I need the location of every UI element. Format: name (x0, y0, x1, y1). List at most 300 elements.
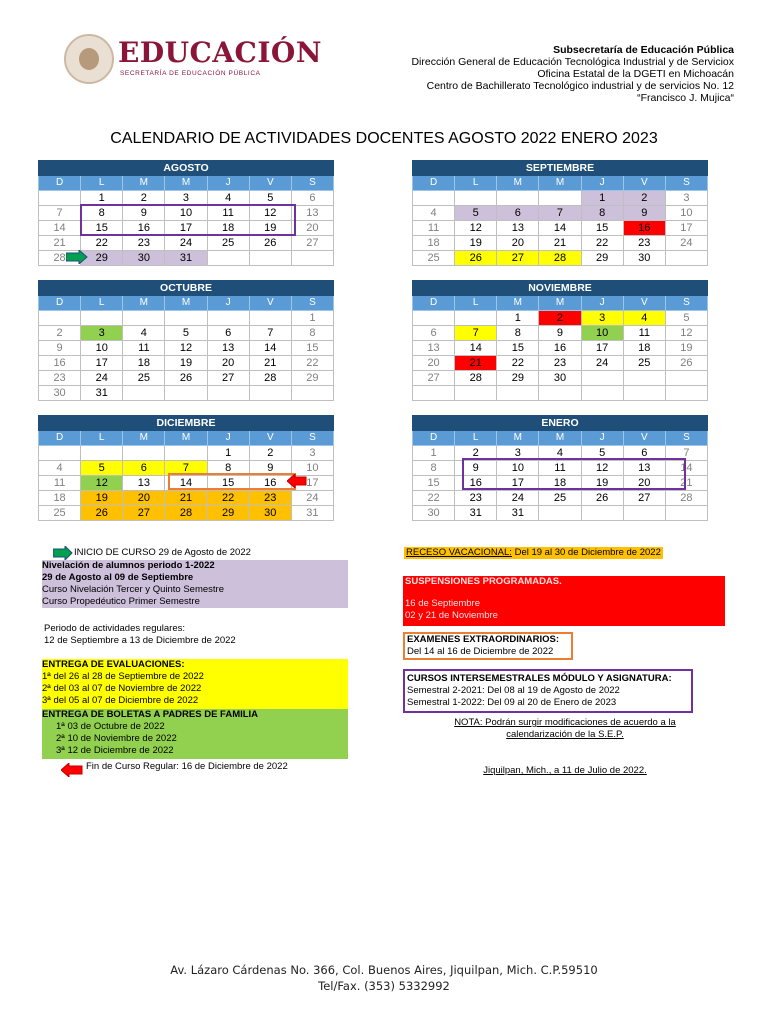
intersemestrales-line-1: Semestral 2-2021: Del 08 al 19 de Agosto de 2022 (407, 685, 620, 696)
weekday-header: J (207, 176, 249, 191)
day-cell: 24 (165, 236, 207, 251)
day-cell: 19 (249, 221, 291, 236)
day-cell: 19 (581, 476, 623, 491)
day-cell: 8 (413, 461, 455, 476)
day-cell: 1 (581, 191, 623, 206)
day-cell: 5 (581, 446, 623, 461)
weekday-header: D (39, 431, 81, 446)
evaluaciones-title: ENTREGA DE EVALUACIONES: (42, 659, 185, 670)
calendar-septiembre (412, 160, 708, 266)
day-cell (165, 446, 207, 461)
day-cell: 27 (497, 251, 539, 266)
weekday-header: M (497, 296, 539, 311)
day-cell: 31 (81, 386, 123, 401)
day-cell (581, 371, 623, 386)
weekday-header: L (455, 431, 497, 446)
day-cell: 21 (249, 356, 291, 371)
day-cell: 22 (413, 491, 455, 506)
day-cell: 14 (665, 461, 707, 476)
receso-dates: Del 19 al 30 de Diciembre de 2022 (511, 547, 661, 558)
day-cell: 28 (39, 251, 81, 266)
day-cell (665, 371, 707, 386)
nota-line-2: calendarización de la S.E.P. (506, 729, 624, 740)
legend-fecha: Jiquilpan, Mich., a 11 de Julio de 2022. (483, 765, 647, 776)
day-cell (123, 311, 165, 326)
start-arrow-icon (66, 250, 88, 264)
periodo-line-1: Periodo de actividades regulares: (44, 623, 186, 634)
extraordinarios-title: EXAMENES EXTRAORDINARIOS: (407, 634, 560, 645)
day-cell: 26 (81, 506, 123, 521)
day-cell: 16 (455, 476, 497, 491)
weekday-header: M (497, 431, 539, 446)
day-cell: 25 (39, 506, 81, 521)
day-cell: 8 (81, 206, 123, 221)
legend-nivelacion (42, 560, 348, 608)
weekday-header: J (207, 296, 249, 311)
day-cell: 19 (81, 491, 123, 506)
day-cell: 5 (165, 326, 207, 341)
day-cell (581, 386, 623, 401)
day-cell: 29 (291, 371, 333, 386)
day-cell: 20 (413, 356, 455, 371)
day-cell: 18 (207, 221, 249, 236)
day-cell: 23 (249, 491, 291, 506)
month-name: DICIEMBRE (39, 416, 334, 431)
day-cell: 14 (249, 341, 291, 356)
nivelacion-line-1: Nivelación de alumnos periodo 1-2022 (42, 560, 215, 571)
day-cell: 24 (665, 236, 707, 251)
day-cell: 9 (455, 461, 497, 476)
day-cell: 3 (581, 311, 623, 326)
day-cell (249, 251, 291, 266)
day-cell: 7 (455, 326, 497, 341)
day-cell (665, 386, 707, 401)
day-cell: 2 (623, 191, 665, 206)
extraordinarios-line-1: Del 14 al 16 de Diciembre de 2022 (407, 646, 554, 657)
day-cell (413, 386, 455, 401)
day-cell: 24 (291, 491, 333, 506)
logo-word: EDUCACIÓN (118, 36, 322, 69)
boletas-line-2: 2ª 10 de Noviembre de 2022 (56, 733, 177, 744)
day-cell: 8 (291, 326, 333, 341)
day-cell (455, 386, 497, 401)
day-cell: 31 (455, 506, 497, 521)
day-cell (581, 506, 623, 521)
day-cell: 21 (165, 491, 207, 506)
weekday-header: M (165, 431, 207, 446)
day-cell: 13 (207, 341, 249, 356)
day-cell: 25 (123, 371, 165, 386)
day-cell: 13 (291, 206, 333, 221)
day-cell: 18 (39, 491, 81, 506)
day-cell: 26 (581, 491, 623, 506)
receso-label: RECESO VACACIONAL: (406, 547, 512, 558)
day-cell: 27 (207, 371, 249, 386)
day-cell: 27 (413, 371, 455, 386)
evaluaciones-line-1: 1ª del 26 al 28 de Septiembre de 2022 (42, 671, 204, 682)
day-cell: 30 (539, 371, 581, 386)
day-cell: 27 (123, 506, 165, 521)
boletas-title: ENTREGA DE BOLETAS A PADRES DE FAMILIA (42, 709, 259, 720)
month-name: SEPTIEMBRE (413, 161, 708, 176)
day-cell: 3 (497, 446, 539, 461)
weekday-header: L (81, 431, 123, 446)
day-cell: 18 (623, 341, 665, 356)
day-cell: 11 (539, 461, 581, 476)
day-cell: 25 (623, 356, 665, 371)
day-cell: 13 (123, 476, 165, 491)
day-cell: 7 (249, 326, 291, 341)
weekday-header: M (165, 176, 207, 191)
day-cell: 16 (123, 221, 165, 236)
day-cell (291, 251, 333, 266)
day-cell: 11 (207, 206, 249, 221)
day-cell: 31 (291, 506, 333, 521)
legend-boletas (42, 709, 348, 759)
end-arrow-icon (287, 474, 307, 488)
day-cell: 11 (413, 221, 455, 236)
day-cell: 6 (623, 446, 665, 461)
day-cell: 11 (123, 341, 165, 356)
day-cell: 14 (455, 341, 497, 356)
day-cell (539, 191, 581, 206)
nota-line-1: NOTA: Podrán surgir modificaciones de acuerdo a la (454, 717, 676, 728)
legend-nota (404, 717, 726, 741)
day-cell: 20 (291, 221, 333, 236)
day-cell: 17 (581, 341, 623, 356)
weekday-header: S (665, 176, 707, 191)
day-cell (623, 371, 665, 386)
legend-fin: Fin de Curso Regular: 16 de Diciembre de 2022 (86, 761, 288, 772)
day-cell: 22 (291, 356, 333, 371)
day-cell (165, 386, 207, 401)
day-cell: 7 (539, 206, 581, 221)
day-cell: 1 (207, 446, 249, 461)
weekday-header: V (249, 176, 291, 191)
day-cell (623, 386, 665, 401)
day-cell: 8 (207, 461, 249, 476)
day-cell: 4 (207, 191, 249, 206)
day-cell (455, 191, 497, 206)
day-cell: 9 (39, 341, 81, 356)
day-cell: 3 (665, 191, 707, 206)
weekday-header: M (497, 176, 539, 191)
day-cell: 22 (207, 491, 249, 506)
day-cell: 28 (539, 251, 581, 266)
weekday-header: J (207, 431, 249, 446)
day-cell: 15 (291, 341, 333, 356)
day-cell: 21 (539, 236, 581, 251)
day-cell: 5 (455, 206, 497, 221)
day-cell: 22 (581, 236, 623, 251)
day-cell: 2 (123, 191, 165, 206)
weekday-header: L (455, 176, 497, 191)
footer-phone: Tel/Fax. (353) 5332992 (318, 979, 450, 993)
header-line-2: Dirección General de Educación Tecnológica Industrial y de Serviciox (411, 56, 734, 68)
day-cell (413, 191, 455, 206)
weekday-header: V (623, 431, 665, 446)
day-cell: 26 (455, 251, 497, 266)
day-cell: 15 (497, 341, 539, 356)
day-cell: 21 (665, 476, 707, 491)
weekday-header: M (123, 176, 165, 191)
day-cell (207, 251, 249, 266)
day-cell: 6 (207, 326, 249, 341)
nivelacion-line-2: 29 de Agosto al 09 de Septiembre (42, 572, 194, 583)
day-cell (497, 191, 539, 206)
calendar-noviembre (412, 280, 708, 401)
day-cell: 11 (623, 326, 665, 341)
day-cell: 24 (581, 356, 623, 371)
day-cell (665, 251, 707, 266)
weekday-header: M (539, 431, 581, 446)
nivelacion-line-3: Curso Nivelación Tercer y Quinto Semestre (42, 584, 224, 595)
weekday-header: M (123, 431, 165, 446)
day-cell: 26 (665, 356, 707, 371)
day-cell (81, 311, 123, 326)
day-cell: 29 (81, 251, 123, 266)
boletas-line-1: 1ª 03 de Octubre de 2022 (56, 721, 165, 732)
day-cell: 16 (39, 356, 81, 371)
day-cell: 23 (455, 491, 497, 506)
day-cell: 26 (249, 236, 291, 251)
weekday-header: V (623, 176, 665, 191)
evaluaciones-line-2: 2ª del 03 al 07 de Noviembre de 2022 (42, 683, 202, 694)
day-cell: 27 (623, 491, 665, 506)
day-cell: 11 (39, 476, 81, 491)
day-cell: 9 (123, 206, 165, 221)
month-name: ENERO (413, 416, 708, 431)
legend-evaluaciones (42, 659, 348, 709)
day-cell: 2 (249, 446, 291, 461)
day-cell: 21 (39, 236, 81, 251)
day-cell: 10 (291, 461, 333, 476)
day-cell: 1 (81, 191, 123, 206)
weekday-header: V (249, 296, 291, 311)
day-cell: 15 (581, 221, 623, 236)
day-cell: 13 (623, 461, 665, 476)
day-cell: 10 (581, 326, 623, 341)
day-cell: 29 (497, 371, 539, 386)
page-title: CALENDARIO DE ACTIVIDADES DOCENTES AGOSTO 2022 ENERO 2023 (110, 130, 658, 147)
day-cell: 31 (497, 506, 539, 521)
weekday-header: J (581, 176, 623, 191)
day-cell: 25 (207, 236, 249, 251)
day-cell (123, 446, 165, 461)
day-cell: 23 (39, 371, 81, 386)
day-cell: 12 (455, 221, 497, 236)
weekday-header: S (291, 296, 333, 311)
day-cell: 24 (81, 371, 123, 386)
day-cell: 1 (291, 311, 333, 326)
weekday-header: S (665, 431, 707, 446)
weekday-header: S (665, 296, 707, 311)
day-cell: 14 (539, 221, 581, 236)
weekday-header: M (539, 296, 581, 311)
legend-start: INICIO DE CURSO 29 de Agosto de 2022 (74, 547, 251, 558)
day-cell: 13 (497, 221, 539, 236)
day-cell: 20 (123, 491, 165, 506)
day-cell: 22 (81, 236, 123, 251)
day-cell: 30 (623, 251, 665, 266)
day-cell: 2 (539, 311, 581, 326)
weekday-header: M (539, 176, 581, 191)
day-cell: 16 (539, 341, 581, 356)
day-cell (207, 311, 249, 326)
footer-address: Av. Lázaro Cárdenas No. 366, Col. Buenos Aires, Jiquilpan, Mich. C.P.59510 (170, 963, 598, 977)
day-cell: 16 (623, 221, 665, 236)
day-cell: 10 (81, 341, 123, 356)
day-cell: 9 (539, 326, 581, 341)
weekday-header: L (455, 296, 497, 311)
day-cell: 20 (497, 236, 539, 251)
month-name: OCTUBRE (39, 281, 334, 296)
day-cell: 7 (165, 461, 207, 476)
day-cell: 3 (81, 326, 123, 341)
day-cell: 7 (39, 206, 81, 221)
day-cell: 1 (497, 311, 539, 326)
day-cell: 16 (249, 476, 291, 491)
day-cell: 17 (81, 356, 123, 371)
day-cell: 5 (81, 461, 123, 476)
day-cell: 23 (123, 236, 165, 251)
weekday-header: S (291, 431, 333, 446)
day-cell (39, 311, 81, 326)
day-cell: 23 (623, 236, 665, 251)
header-line-3: Oficina Estatal de la DGETI en Michoacán (537, 68, 734, 80)
day-cell: 18 (413, 236, 455, 251)
day-cell: 27 (291, 236, 333, 251)
day-cell: 17 (165, 221, 207, 236)
day-cell (539, 506, 581, 521)
day-cell: 15 (207, 476, 249, 491)
suspensiones-line-1: 16 de Septiembre (405, 598, 480, 609)
boletas-line-3: 3ª 12 de Diciembre de 2022 (56, 745, 174, 756)
weekday-header: S (291, 176, 333, 191)
day-cell: 12 (665, 326, 707, 341)
intersemestral-box-august (80, 204, 296, 236)
day-cell: 17 (497, 476, 539, 491)
day-cell: 30 (249, 506, 291, 521)
weekday-header: L (81, 176, 123, 191)
seal-icon (64, 34, 114, 84)
day-cell: 9 (623, 206, 665, 221)
day-cell: 30 (123, 251, 165, 266)
day-cell: 26 (165, 371, 207, 386)
day-cell: 2 (455, 446, 497, 461)
calendar-octubre (38, 280, 334, 401)
day-cell: 28 (165, 506, 207, 521)
day-cell (249, 311, 291, 326)
day-cell (81, 446, 123, 461)
footer (0, 962, 768, 994)
weekday-header: M (165, 296, 207, 311)
weekday-header: V (249, 431, 291, 446)
day-cell: 13 (413, 341, 455, 356)
header-line-5: “Francisco J. Mujica“ (637, 92, 734, 104)
day-cell: 3 (165, 191, 207, 206)
day-cell: 6 (497, 206, 539, 221)
nivelacion-line-4: Curso Propedéutico Primer Semestre (42, 596, 200, 607)
day-cell (455, 311, 497, 326)
day-cell: 17 (291, 476, 333, 491)
day-cell: 19 (665, 341, 707, 356)
weekday-header: J (581, 431, 623, 446)
legend-intersemestrales (403, 669, 693, 713)
day-cell (623, 506, 665, 521)
day-cell: 3 (291, 446, 333, 461)
day-cell (249, 386, 291, 401)
day-cell: 25 (539, 491, 581, 506)
month-name: AGOSTO (39, 161, 334, 176)
legend-receso (404, 547, 663, 559)
logo (64, 34, 322, 88)
day-cell (413, 311, 455, 326)
day-cell: 8 (497, 326, 539, 341)
day-cell: 18 (539, 476, 581, 491)
legend-suspensiones (403, 576, 725, 626)
intersemestral-box-january (462, 458, 686, 490)
day-cell: 7 (665, 446, 707, 461)
day-cell: 18 (123, 356, 165, 371)
day-cell (291, 386, 333, 401)
day-cell: 5 (249, 191, 291, 206)
day-cell: 5 (665, 311, 707, 326)
day-cell: 31 (165, 251, 207, 266)
day-cell: 21 (455, 356, 497, 371)
day-cell: 4 (539, 446, 581, 461)
day-cell: 29 (207, 506, 249, 521)
institution-header (411, 44, 734, 104)
day-cell: 15 (81, 221, 123, 236)
extraordinary-box (168, 473, 296, 490)
start-arrow-legend-icon (53, 546, 73, 560)
day-cell (539, 386, 581, 401)
day-cell: 2 (39, 326, 81, 341)
day-cell: 20 (207, 356, 249, 371)
day-cell: 24 (497, 491, 539, 506)
day-cell: 6 (413, 326, 455, 341)
day-cell (497, 386, 539, 401)
day-cell: 1 (413, 446, 455, 461)
calendar-diciembre (38, 415, 334, 521)
logo-subtitle: SECRETARÍA DE EDUCACIÓN PÚBLICA (120, 70, 261, 77)
weekday-header: J (581, 296, 623, 311)
day-cell (665, 506, 707, 521)
legend-periodo (44, 623, 236, 647)
day-cell: 17 (665, 221, 707, 236)
day-cell: 19 (165, 356, 207, 371)
day-cell: 12 (81, 476, 123, 491)
day-cell: 12 (249, 206, 291, 221)
day-cell (123, 386, 165, 401)
suspensiones-title: SUSPENSIONES PROGRAMADAS. (405, 576, 562, 587)
weekday-header: D (413, 296, 455, 311)
weekday-header: D (413, 431, 455, 446)
day-cell: 4 (39, 461, 81, 476)
day-cell (39, 191, 81, 206)
day-cell: 6 (123, 461, 165, 476)
day-cell: 12 (165, 341, 207, 356)
evaluaciones-line-3: 3ª del 05 al 07 de Diciembre de 2022 (42, 695, 199, 706)
header-line-4: Centro de Bachillerato Tecnológico industrial y de servicios No. 12 (426, 80, 734, 92)
day-cell: 10 (497, 461, 539, 476)
day-cell: 30 (39, 386, 81, 401)
weekday-header: D (39, 296, 81, 311)
day-cell: 30 (413, 506, 455, 521)
periodo-line-2: 12 de Septiembre a 13 de Diciembre de 2022 (44, 635, 236, 646)
weekday-header: D (39, 176, 81, 191)
